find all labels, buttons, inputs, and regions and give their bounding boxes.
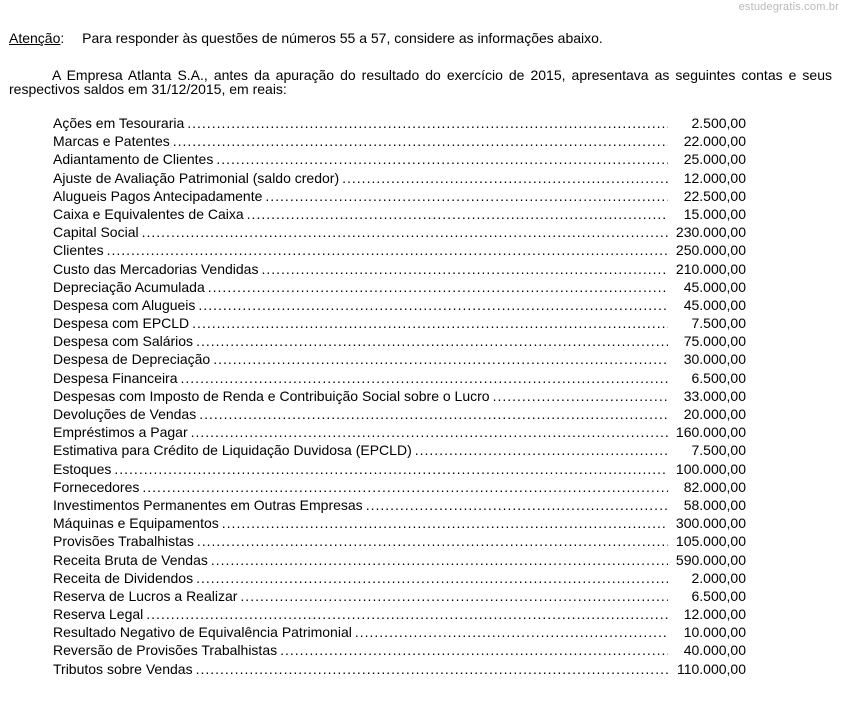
account-amount: 12.000,00 — [683, 606, 746, 623]
account-name: Despesa Financeira ..... — [53, 369, 668, 387]
account-name: Devoluções de Vendas ..... — [53, 405, 668, 423]
account-amount: 2.500,00 — [691, 115, 746, 131]
account-name: Ações em Tesouraria ..... — [53, 114, 668, 132]
account-name: Reserva Legal ..... — [53, 605, 668, 623]
account-name: Provisões Trabalhistas ..... — [53, 532, 668, 550]
account-amount: 7.500,00 — [691, 442, 746, 459]
account-row — [53, 496, 746, 514]
account-row — [53, 605, 746, 623]
account-amount: 2.000,00 — [691, 569, 746, 586]
account-amount: 300.000,00 — [675, 515, 746, 532]
account-name: Receita de Dividendos ..... — [53, 569, 668, 587]
account-name: Máquinas e Equipamentos ..... — [53, 514, 668, 532]
account-row — [53, 441, 746, 459]
account-name: Marcas e Patentes ..... — [53, 132, 668, 150]
account-amount: 33.000,00 — [683, 387, 746, 404]
account-row — [53, 660, 746, 678]
account-row — [53, 569, 746, 587]
account-amount: 20.000,00 — [683, 406, 746, 422]
account-row — [53, 623, 746, 641]
account-row — [53, 150, 746, 168]
account-amount: 22.000,00 — [683, 133, 746, 150]
account-name: Caixa e Equivalentes de Caixa ..... — [53, 205, 668, 223]
account-name: Receita Bruta de Vendas ..... — [53, 551, 668, 569]
account-name: Estoques ..... — [53, 460, 668, 478]
account-row — [53, 296, 746, 314]
account-name: Alugueis Pagos Antecipadamente ..... — [53, 187, 668, 205]
account-name: Clientes ..... — [53, 241, 668, 259]
account-row — [53, 587, 746, 605]
account-amount: 82.000,00 — [683, 478, 746, 495]
account-name: Empréstimos a Pagar ..... — [53, 423, 668, 441]
account-row — [53, 314, 746, 332]
account-row — [53, 405, 746, 423]
account-name: Fornecedores ..... — [53, 478, 668, 496]
account-row — [53, 114, 746, 132]
account-amount: 100.000,00 — [675, 460, 746, 477]
account-name: Ajuste de Avaliação Patrimonial (saldo credor) ..... — [53, 169, 668, 187]
account-amount: 25.000,00 — [683, 151, 746, 168]
account-amount: 45.000,00 — [683, 296, 746, 313]
account-amount: 105.000,00 — [675, 533, 746, 550]
account-row — [53, 332, 746, 350]
account-amount: 7.500,00 — [691, 315, 746, 332]
account-row — [53, 132, 746, 150]
account-name: Despesa de Depreciação ..... — [53, 350, 668, 368]
account-name: Despesa com Alugueis ..... — [53, 296, 668, 314]
account-amount: 22.500,00 — [683, 187, 746, 204]
account-row — [53, 514, 746, 532]
account-amount: 250.000,00 — [675, 242, 746, 259]
account-name: Despesa com Salários ..... — [53, 332, 668, 350]
account-amount: 6.500,00 — [691, 587, 746, 604]
watermark: estudegratis.com.br — [738, 1, 839, 13]
account-name: Adiantamento de Clientes ..... — [53, 150, 668, 168]
account-row — [53, 241, 746, 259]
account-amount: 6.500,00 — [691, 369, 746, 386]
account-name: Depreciação Acumulada ..... — [53, 278, 668, 296]
account-row — [53, 260, 746, 278]
account-amount: 160.000,00 — [675, 424, 746, 441]
account-amount: 590.000,00 — [675, 551, 746, 568]
account-name: Capital Social ..... — [53, 223, 668, 241]
account-name: Resultado Negativo de Equivalência Patrimonial ..... — [53, 623, 668, 641]
account-row — [53, 423, 746, 441]
attention-separator: : — [60, 30, 65, 46]
account-row — [53, 551, 746, 569]
account-name: Despesa com EPCLD ..... — [53, 314, 668, 332]
account-amount: 12.000,00 — [683, 169, 746, 186]
account-name: Tributos sobre Vendas ..... — [53, 660, 668, 678]
account-name: Custo das Mercadorias Vendidas ..... — [53, 260, 668, 278]
account-name: Reversão de Provisões Trabalhistas ..... — [53, 641, 668, 659]
account-row — [53, 478, 746, 496]
account-amount: 58.000,00 — [683, 496, 746, 513]
account-name: Despesas com Imposto de Renda e Contribuição Social sobre o Lucro ..... — [53, 387, 668, 405]
account-amount: 15.000,00 — [683, 205, 746, 222]
account-amount: 75.000,00 — [683, 333, 746, 350]
accounts-list — [53, 114, 746, 678]
account-name: Estimativa para Crédito de Liquidação Duvidosa (EPCLD) ..... — [53, 441, 668, 459]
account-amount: 45.000,00 — [683, 278, 746, 295]
account-row — [53, 387, 746, 405]
account-amount: 30.000,00 — [683, 351, 746, 368]
account-row — [53, 169, 746, 187]
intro-paragraph: A Empresa Atlanta S.A., antes da apuração do resultado do exercício de 2015, apresentava as seguintes contas e seus respectivos saldos em 31/12/2015, em reais: — [9, 67, 832, 97]
account-row — [53, 369, 746, 387]
account-row — [53, 187, 746, 205]
attention-note — [9, 30, 603, 46]
account-amount: 230.000,00 — [675, 224, 746, 241]
account-row — [53, 532, 746, 550]
attention-label: Atenção — [9, 30, 61, 46]
account-row — [53, 278, 746, 296]
account-row — [53, 460, 746, 478]
account-amount: 110.000,00 — [676, 660, 746, 677]
account-row — [53, 350, 746, 368]
account-amount: 210.000,00 — [675, 260, 746, 277]
attention-text: Para responder às questões de números 55 a 57, considere as informações abaixo. — [82, 30, 603, 46]
account-row — [53, 205, 746, 223]
account-row — [53, 223, 746, 241]
account-name: Reserva de Lucros a Realizar ..... — [53, 587, 668, 605]
account-row — [53, 641, 746, 659]
account-amount: 10.000,00 — [683, 624, 746, 641]
account-name: Investimentos Permanentes em Outras Empresas ..... — [53, 496, 668, 514]
account-amount: 40.000,00 — [683, 642, 746, 659]
